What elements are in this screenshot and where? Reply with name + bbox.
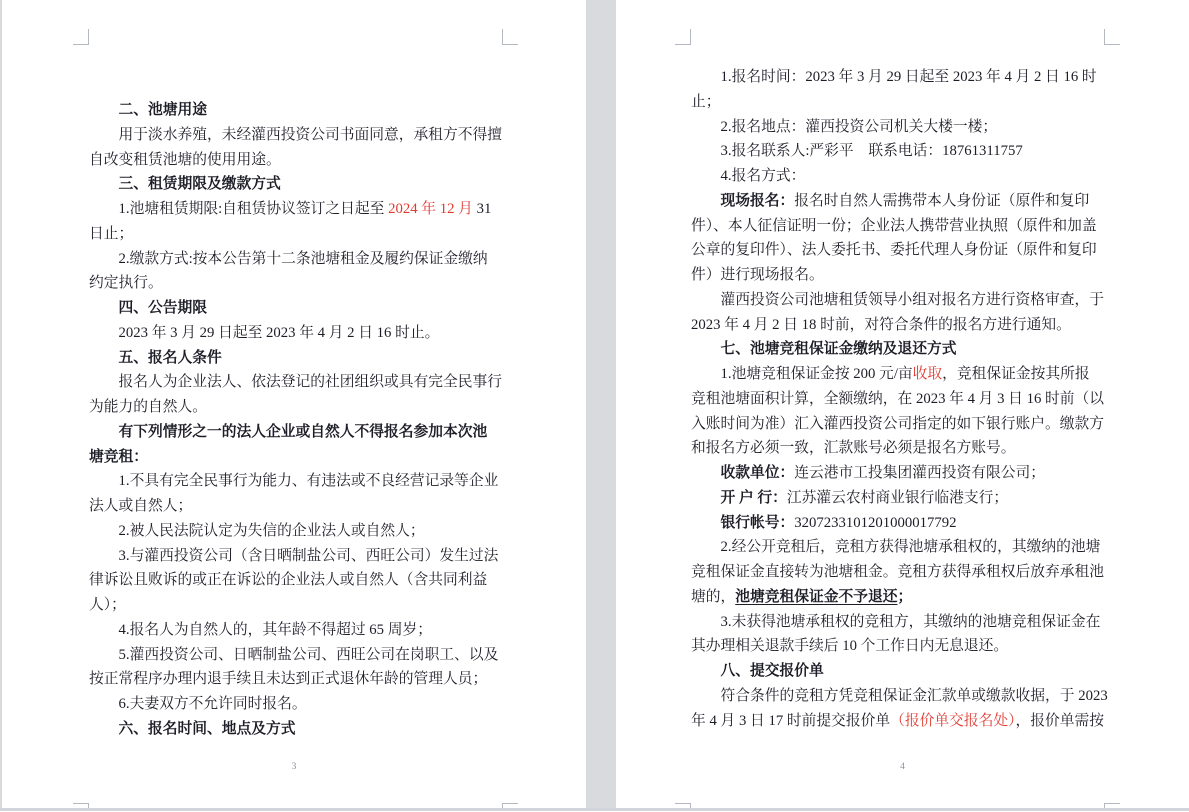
- text-line: [691, 337, 1107, 362]
- text-line: [691, 535, 1107, 560]
- text-run: 收款单位：: [720, 465, 795, 481]
- page-number: 3: [291, 762, 297, 772]
- text-run: 报名时自然人需携带本人身份证（原件和复印: [794, 192, 1090, 209]
- text-line: [89, 469, 505, 494]
- text-line: [89, 544, 505, 569]
- page-4-content: [691, 65, 1107, 733]
- text-run: 2.被人民法院认定为失信的企业法人或自然人；: [118, 522, 425, 539]
- text-run: 池塘竞租保证金不予退还: [735, 588, 898, 605]
- text-run: 八、提交报价单: [720, 663, 824, 679]
- text-line: [89, 148, 505, 173]
- margin-crop-mark: [73, 29, 89, 45]
- text-line: [691, 238, 1107, 263]
- text-run: 江苏灌云农村商业银行临港支行；: [786, 489, 1009, 506]
- text-run: 七、池塘竞租保证金缴纳及退还方式: [720, 341, 957, 358]
- text-run: ，竞租保证金按其所报: [942, 366, 1090, 382]
- text-run: 公章的复印件）、法人委托书、委托代理人身份证（原件和复印: [691, 242, 1097, 259]
- text-run: 2.缴款方式:按本公告第十二条池塘租金及履约保证金缴纳: [118, 250, 488, 267]
- text-line: [89, 568, 505, 593]
- text-line: [89, 494, 505, 519]
- text-line: [691, 387, 1107, 412]
- text-run: ，报价单需按: [1015, 712, 1104, 729]
- text-line: [89, 172, 505, 197]
- text-line: [691, 214, 1107, 239]
- text-run: 3.与灌西投资公司（含日晒制盐公司、西旺公司）发生过法: [118, 547, 499, 564]
- text-run: 2023 年 4 月 2 日 18 时前，对符合条件的报名方进行通知。: [691, 316, 1071, 333]
- page-4[interactable]: [616, 0, 1189, 808]
- text-run: 塘的，: [691, 588, 736, 605]
- page-3[interactable]: [2, 0, 586, 808]
- text-run: 1.池塘租赁期限:自租赁协议签订之日起至: [118, 201, 389, 217]
- text-line: [691, 263, 1107, 288]
- text-run: 二、池塘用途: [118, 102, 207, 118]
- text-line: [89, 346, 505, 371]
- page-number: 4: [900, 762, 905, 772]
- text-line: [691, 511, 1107, 536]
- text-line: [691, 684, 1107, 709]
- text-line: [89, 445, 505, 470]
- text-line: [89, 667, 505, 692]
- text-line: [691, 164, 1107, 189]
- text-line: [691, 610, 1107, 635]
- text-line: [89, 717, 505, 742]
- text-run: 用于淡水养殖，未经灌西投资公司书面同意，承租方不得擅: [118, 126, 502, 143]
- text-run: 有下列情形之一的法人企业或自然人不得报名参加本次池: [118, 423, 488, 440]
- text-run: 灌西投资公司池塘租赁领导小组对报名方进行资格审查，于: [720, 291, 1104, 308]
- text-line: [89, 420, 505, 445]
- text-run: 按正常程序办理内退手续且未达到正式退休年龄的管理人员；: [89, 671, 488, 688]
- text-run: 竞租池塘面积计算，全额缴纳，在 2023 年 4 月 3 日 16 时前（以: [691, 390, 1104, 407]
- text-run: 三、租赁期限及缴款方式: [118, 176, 281, 193]
- text-line: [691, 412, 1107, 437]
- text-line: [89, 321, 505, 346]
- text-run: 31: [472, 201, 492, 217]
- text-line: [691, 362, 1107, 387]
- text-line: [89, 98, 505, 123]
- text-run: 银行帐号：: [720, 514, 795, 531]
- text-run: 1.池塘竞租保证金按 200 元/亩: [720, 366, 913, 382]
- text-line: [89, 370, 505, 395]
- text-run: 6.夫妻双方不允许同时报名。: [118, 696, 307, 712]
- page-3-content: [89, 98, 505, 742]
- text-run: 件）进行现场报名。: [691, 267, 824, 283]
- margin-crop-mark: [502, 29, 518, 45]
- text-line: [691, 659, 1107, 684]
- text-line: [89, 395, 505, 420]
- text-run: 日止；: [89, 225, 134, 242]
- text-line: [89, 643, 505, 668]
- margin-crop-mark: [1104, 29, 1120, 45]
- text-run: 和报名方必须一致，汇款账号必须是报名方账号。: [691, 440, 1016, 457]
- text-line: [691, 461, 1107, 486]
- margin-crop-mark: [675, 29, 691, 45]
- text-run: 3.报名联系人:严彩平 联系电话：18761311757: [720, 143, 1023, 160]
- text-line: [89, 593, 505, 618]
- text-run: 3207233101201000017792: [794, 514, 957, 531]
- text-run: 年 4 月 3 日 17 时前提交报价单: [691, 712, 891, 729]
- text-line: [89, 618, 505, 643]
- text-run: 为能力的自然人。: [89, 399, 207, 415]
- text-run: 竞租保证金直接转为池塘租金。竞租方获得承租权后放弃承租池: [691, 564, 1104, 580]
- text-line: [691, 436, 1107, 461]
- text-run: （报价单交报名处）: [890, 712, 1016, 729]
- text-run: 止；: [691, 93, 721, 110]
- text-line: [89, 247, 505, 272]
- text-run: 约定执行。: [89, 275, 163, 292]
- text-run: 人）；: [89, 597, 126, 613]
- text-line: [691, 585, 1107, 610]
- text-run: 符合条件的竞租方凭竞租保证金汇款单或缴款收据，于 2023: [720, 687, 1108, 704]
- text-run: 5.灌西投资公司、日晒制盐公司、西旺公司在岗职工、以及: [118, 646, 499, 663]
- text-run: 1.报名时间：2023 年 3 月 29 日起至 2023 年 4 月 2 日 16 时: [720, 69, 1097, 85]
- text-run: 4.报名方式：: [720, 168, 806, 184]
- text-run: 2.经公开竞租后，竞租方获得池塘承租权的，其缴纳的池塘: [720, 539, 1101, 556]
- text-line: [691, 65, 1107, 90]
- text-line: [89, 519, 505, 544]
- text-line: [89, 296, 505, 321]
- text-line: [691, 560, 1107, 585]
- text-run: 开 户 行：: [720, 489, 787, 506]
- text-run: 自改变租赁池塘的使用用途。: [89, 151, 281, 168]
- text-run: 报名人为企业法人、依法登记的社团组织或具有完全民事行: [118, 374, 502, 391]
- text-run: 法人或自然人；: [89, 498, 193, 514]
- text-line: [691, 189, 1107, 214]
- text-run: 律诉讼且败诉的或正在诉讼的企业法人或自然人（含共同利益: [89, 572, 488, 589]
- text-run: 件）、本人征信证明一份；企业法人携带营业执照（原件和加盖: [691, 217, 1097, 234]
- text-line: [89, 222, 505, 247]
- text-line: [691, 634, 1107, 659]
- text-line: [89, 271, 505, 296]
- text-run: 入账时间为准）汇入灌西投资公司指定的如下银行账户。缴款方: [691, 415, 1104, 432]
- text-run: 现场报名：: [720, 192, 795, 209]
- text-line: [89, 123, 505, 148]
- text-line: [89, 197, 505, 222]
- text-line: [89, 692, 505, 717]
- text-run: 其办理相关退款手续后 10 个工作日内无息退还。: [691, 638, 1009, 655]
- text-line: [691, 115, 1107, 140]
- text-line: [691, 139, 1107, 164]
- text-run: 2.报名地点：灌西投资公司机关大楼一楼；: [720, 118, 998, 135]
- text-run: 四、公告期限: [118, 300, 207, 316]
- text-run: 收取: [912, 366, 943, 382]
- text-run: 2023 年 3 月 29 日起至 2023 年 4 月 2 日 16 时止。: [118, 324, 440, 341]
- text-run: 2024 年 12 月: [388, 201, 473, 217]
- text-run: 4.报名人为自然人的，其年龄不得超过 65 周岁；: [118, 621, 432, 638]
- text-run: 1.不具有完全民事行为能力、有违法或不良经营记录等企业: [118, 473, 499, 490]
- text-line: [691, 709, 1107, 734]
- text-line: [691, 313, 1107, 338]
- text-line: [691, 90, 1107, 115]
- text-run: 塘竞租：: [89, 448, 148, 465]
- text-line: [691, 486, 1107, 511]
- text-run: 连云港市工投集团灌西投资有限公司；: [794, 465, 1045, 481]
- text-run: 3.未获得池塘承租权的竞租方，其缴纳的池塘竞租保证金在: [720, 613, 1101, 630]
- text-line: [691, 288, 1107, 313]
- text-run: 六、报名时间、地点及方式: [118, 720, 296, 737]
- text-run: 五、报名人条件: [118, 349, 222, 366]
- text-run: ；: [897, 588, 913, 605]
